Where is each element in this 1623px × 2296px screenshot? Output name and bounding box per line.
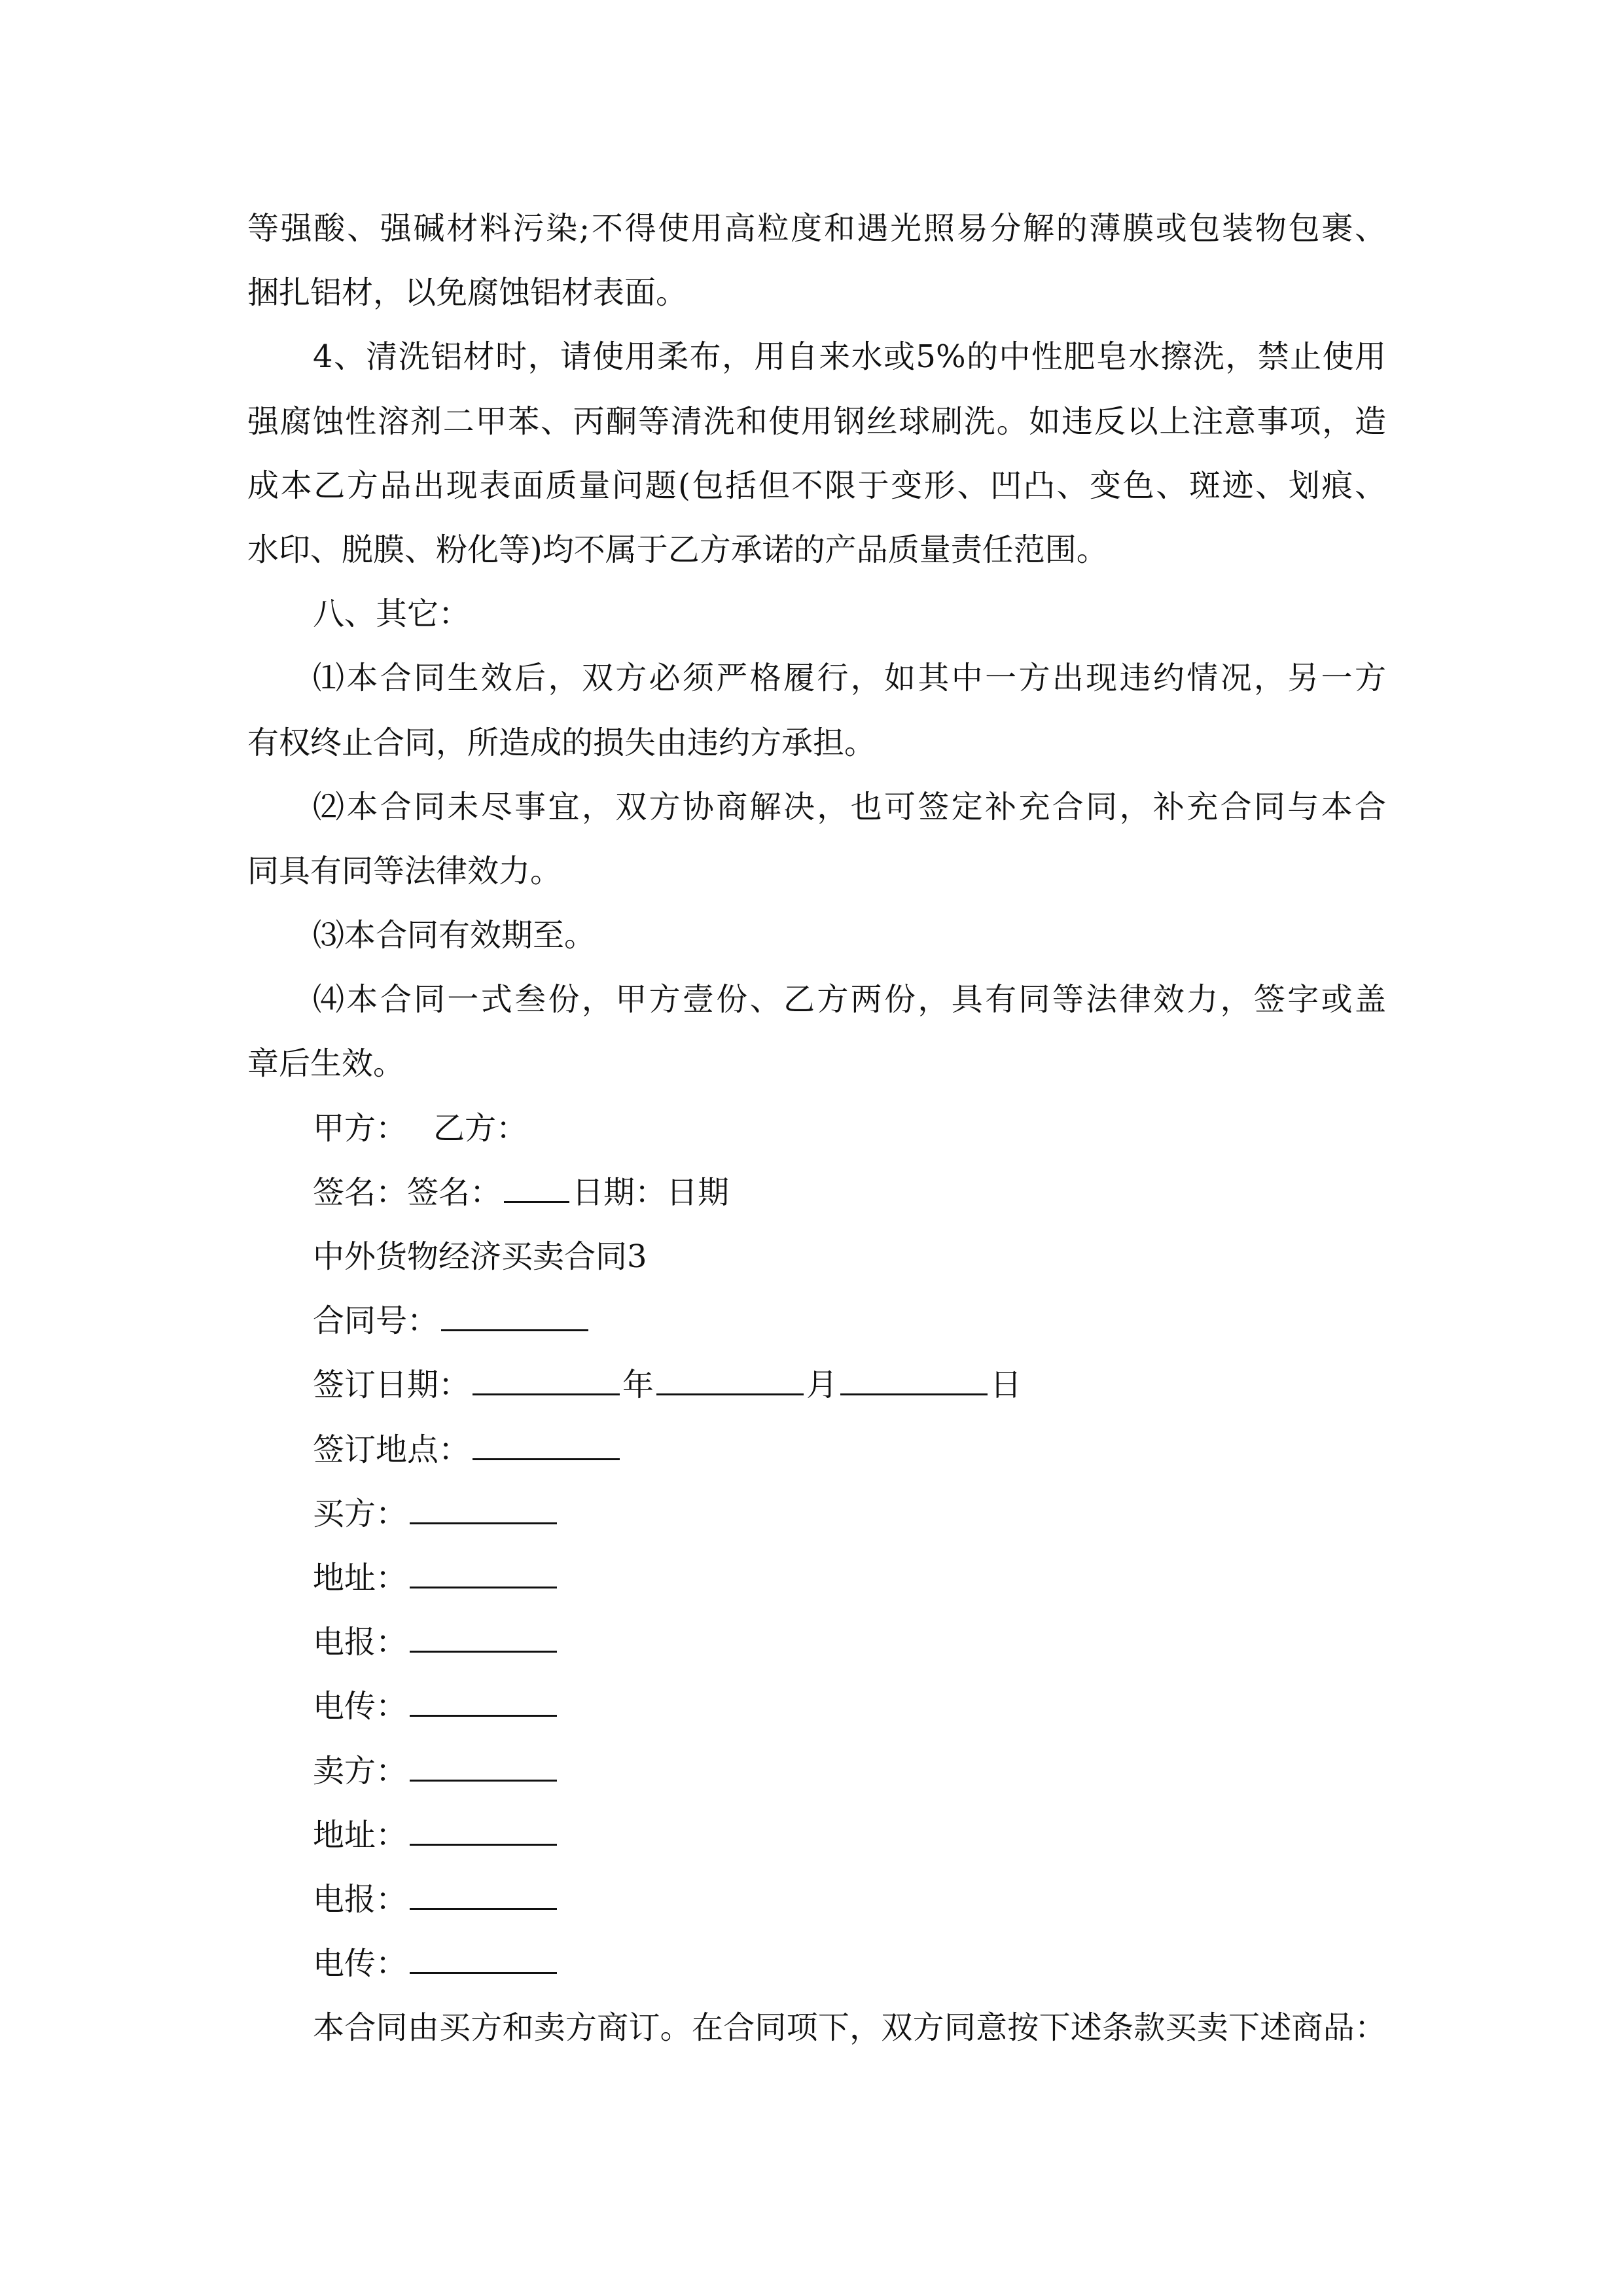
buyer-telegram-label: 电报： <box>313 1624 408 1661</box>
sign-place-label: 签订地点： <box>313 1431 471 1468</box>
seller-fax-field <box>247 1931 1386 1996</box>
document-body <box>247 196 1386 2060</box>
contract-no-label: 合同号： <box>313 1302 439 1340</box>
buyer-telegram-field <box>247 1610 1386 1674</box>
seller-address-label: 地址： <box>313 1816 408 1854</box>
buyer-blank[interactable] <box>410 1503 557 1524</box>
date-a-label: 日期： <box>572 1174 667 1211</box>
paragraph-line: 水印、脱膜、粉化等)均不属于乙方承诺的产品质量责任范围。 <box>247 531 1108 568</box>
sign-a-label: 签名： <box>313 1174 408 1211</box>
buyer-label: 买方： <box>313 1495 408 1532</box>
month-blank[interactable] <box>656 1374 804 1395</box>
seller-fax-label: 电传： <box>313 1945 408 1982</box>
paragraph-line: 等强酸、强碱材料污染;不得使用高粒度和遇光照易分解的薄膜或包装物包裹、 <box>247 210 1386 247</box>
paragraph-line: 同具有同等法律效力。 <box>247 852 562 889</box>
section-heading: 八、其它： <box>313 596 471 633</box>
party-line <box>247 1096 1386 1160</box>
contract-title: 中外货物经济买卖合同3 <box>313 1238 647 1275</box>
paragraph-line: 成本乙方品出现表面质量问题(包括但不限于变形、凹凸、变色、斑迹、划痕、 <box>247 467 1386 504</box>
seller-address-field <box>247 1803 1386 1867</box>
year-blank[interactable] <box>473 1374 620 1395</box>
contract-intro: 本合同由买方和卖方商订。在合同项下，双方同意按下述条款买卖下述商品： <box>313 2009 1386 2047</box>
paragraph-line: ⑵本合同未尽事宜，双方协商解决，也可签定补充合同，补充合同与本合 <box>313 788 1386 825</box>
paragraph-line: 有权终止合同，所造成的损失由违约方承担。 <box>247 724 876 761</box>
paragraph-line: ⑷本合同一式叁份，甲方壹份、乙方两份，具有同等法律效力，签字或盖 <box>313 981 1386 1018</box>
party-b-label: 乙方： <box>433 1109 528 1147</box>
signature-line <box>247 1160 1386 1225</box>
seller-address-blank[interactable] <box>410 1824 557 1846</box>
seller-field <box>247 1739 1386 1803</box>
buyer-telegram-blank[interactable] <box>410 1631 557 1653</box>
buyer-fax-label: 电传： <box>313 1688 408 1725</box>
day-label: 日 <box>990 1367 1022 1404</box>
sign-b-label: 签名： <box>407 1174 502 1211</box>
month-label: 月 <box>806 1367 838 1404</box>
paragraph-line: ⑴本合同生效后，双方必须严格履行，如其中一方出现违约情况，另一方 <box>313 660 1386 697</box>
paragraph-line: 章后生效。 <box>247 1045 405 1083</box>
buyer-address-field <box>247 1546 1386 1610</box>
year-label: 年 <box>622 1367 654 1404</box>
date-b-label: 日期 <box>666 1174 730 1211</box>
sign-date-field <box>247 1353 1386 1417</box>
paragraph-line: 4、清洗铝材时，请使用柔布，用自来水或5%的中性肥皂水擦洗，禁止使用 <box>313 338 1386 376</box>
sign-place-field <box>247 1418 1386 1482</box>
seller-telegram-field <box>247 1867 1386 1931</box>
paragraph-line: ⑶本合同有效期至。 <box>313 917 596 954</box>
seller-telegram-blank[interactable] <box>410 1888 557 1910</box>
contract-no-field <box>247 1289 1386 1353</box>
buyer-fax-blank[interactable] <box>410 1695 557 1717</box>
seller-fax-blank[interactable] <box>410 1952 557 1974</box>
seller-blank[interactable] <box>410 1760 557 1782</box>
paragraph-line: 捆扎铝材，以免腐蚀铝材表面。 <box>247 274 688 312</box>
paragraph-line: 强腐蚀性溶剂二甲苯、丙酮等清洗和使用钢丝球刷洗。如违反以上注意事项，造 <box>247 403 1386 440</box>
day-blank[interactable] <box>840 1374 988 1395</box>
party-a-label: 甲方： <box>313 1109 408 1147</box>
seller-telegram-label: 电报： <box>313 1880 408 1918</box>
buyer-address-label: 地址： <box>313 1559 408 1596</box>
seller-label: 卖方： <box>313 1752 408 1789</box>
sign-place-blank[interactable] <box>473 1439 620 1460</box>
buyer-fax-field <box>247 1674 1386 1738</box>
contract-no-blank[interactable] <box>441 1310 588 1331</box>
signature-blank[interactable] <box>504 1181 569 1203</box>
sign-date-label: 签订日期： <box>313 1367 471 1404</box>
buyer-field <box>247 1482 1386 1546</box>
buyer-address-blank[interactable] <box>410 1567 557 1588</box>
